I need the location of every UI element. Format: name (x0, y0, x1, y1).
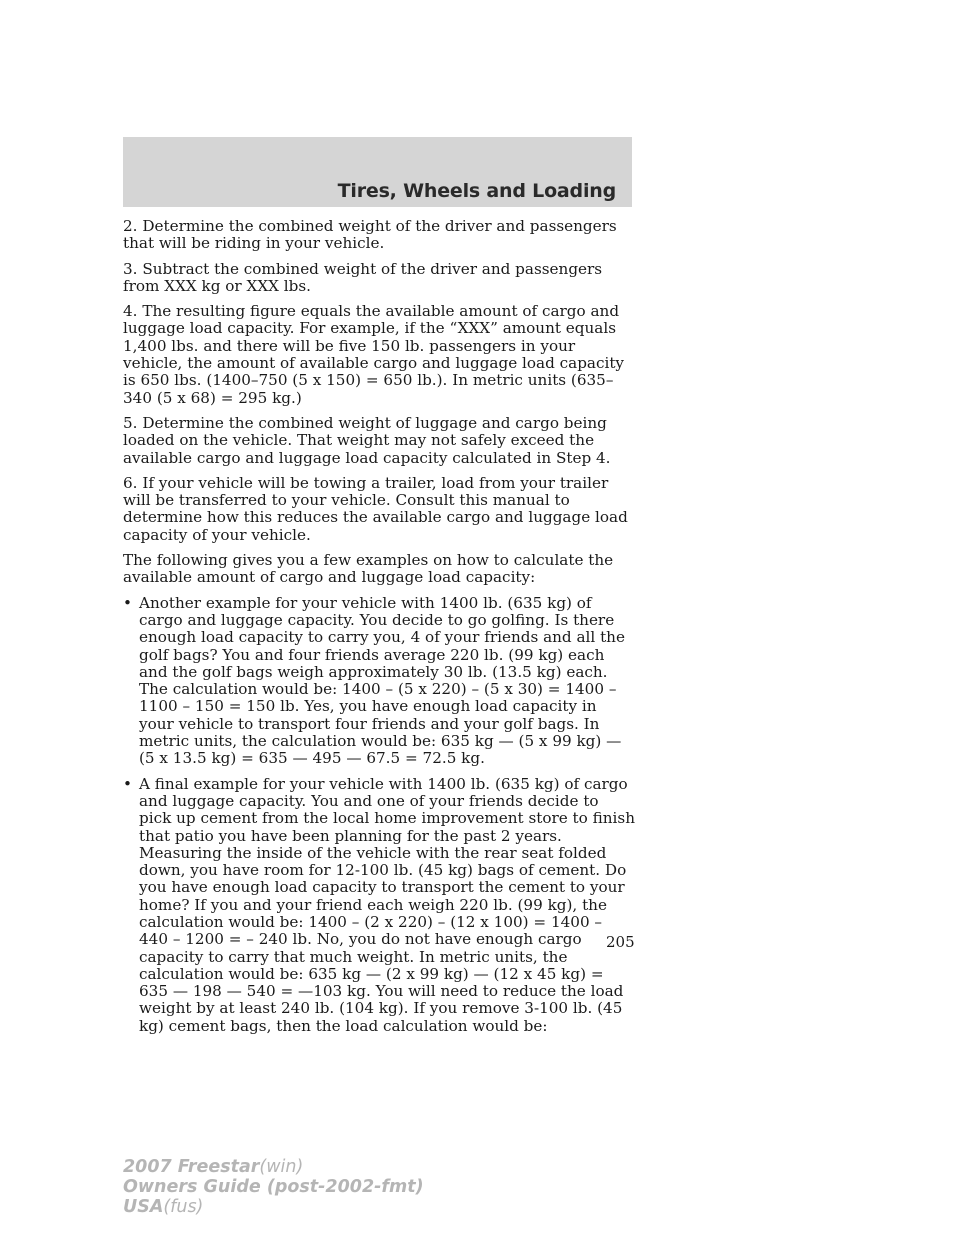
page-content (123, 218, 635, 1043)
bullet-text: Another example for your vehicle with 1400 lb. (635 kg) of cargo and luggage capacity. You decide to go golfing. Is there enough load capacity to carry you, 4 of your friends and all the golf bags? You and four friends average 220 lb. (99 kg) each and the golf bags weigh approximately 30 lb. (13.5 kg) each. The calculation would be: 1400 – (5 x 220) – (5 x 30) = 1400 – 1100 – 150 = 150 lb. Yes, you have enough load capacity in your vehicle to transport four friends and your golf bags. In metric units, the calculation would be: 635 kg — (5 x 99 kg) — (5 x 13.5 kg) = 635 — 495 — 67.5 = 72.5 kg. (139, 593, 625, 768)
footer-model-note: (win) (259, 1157, 304, 1177)
bullet-icon: • (123, 593, 132, 612)
bullet-text: A final example for your vehicle with 1400 lb. (635 kg) of cargo and luggage capacity. You and one of your friends decide to pick up cement from the local home improvement store to finish that patio you have been planning for the past 2 years. Measuring the inside of the vehicle with the rear seat folded down, you have room for 12-100 lb. (45 kg) bags of cement. Do you have enough load capacity to transport the cement to your home? If you and your friend each weigh 220 lb. (99 kg), the calculation would be: 1400 – (2 x 220) – (12 x 100) = 1400 – 440 – 1200 = – 240 lb. No, you do not have enough cargo capacity to carry that much weight. In metric units, the calculation would be: 635 kg — (2 x 99 kg) — (12 x 45 kg) = 635 — 198 — 540 = —103 kg. You will need to reduce the load weight by at least 240 lb. (104 kg). If you remove 3-100 lb. (45 kg) cement bags, then the load calculation would be: (139, 774, 635, 1035)
step-6-paragraph: 6. If your vehicle will be towing a trailer, load from your trailer will be transferred to your vehicle. Consult this manual to determine how this reduces the available cargo and luggage load capacity of your vehicle. (123, 473, 628, 544)
footer-guide: Owners Guide (post-2002-fmt) (123, 1177, 424, 1197)
section-header-band (123, 137, 632, 207)
examples-intro-paragraph: The following gives you a few examples on how to calculate the available amount of cargo and luggage load capacity: (123, 551, 614, 587)
footer-model: 2007 Freestar (123, 1157, 260, 1177)
golf-example-bullet (123, 595, 635, 768)
footer-region-note: (fus) (163, 1197, 204, 1217)
section-title: Tires, Wheels and Loading (337, 180, 616, 202)
step-5-paragraph: 5. Determine the combined weight of luggage and cargo being loaded on the vehicle. That weight may not safely exceed the available cargo and luggage load capacity calculated in Step 4. (123, 413, 611, 467)
footer-line-region (123, 1197, 424, 1217)
footer-region: USA (123, 1197, 164, 1217)
step-2-paragraph: 2. Determine the combined weight of the driver and passengers that will be riding in your vehicle. (123, 217, 617, 253)
step-4-paragraph: 4. The resulting figure equals the available amount of cargo and luggage load capacity. For example, if the “XXX” amount equals 1,400 lbs. and there will be five 150 lb. passengers in your vehicle, the amount of available cargo and luggage load capacity is 650 lbs. (1400–750 (5 x 150) = 650 lb.). In metric units (635–340 (5 x 68) = 295 kg.) (123, 302, 625, 407)
step-3-paragraph: 3. Subtract the combined weight of the driver and passengers from XXX kg or XXX lbs. (123, 259, 603, 295)
footer-line-guide (123, 1177, 424, 1197)
cement-example-bullet (123, 776, 635, 1035)
bullet-icon: • (123, 774, 132, 793)
page-number: 205 (606, 933, 635, 951)
footer-line-model (123, 1157, 424, 1177)
footer-watermark (123, 1157, 424, 1217)
